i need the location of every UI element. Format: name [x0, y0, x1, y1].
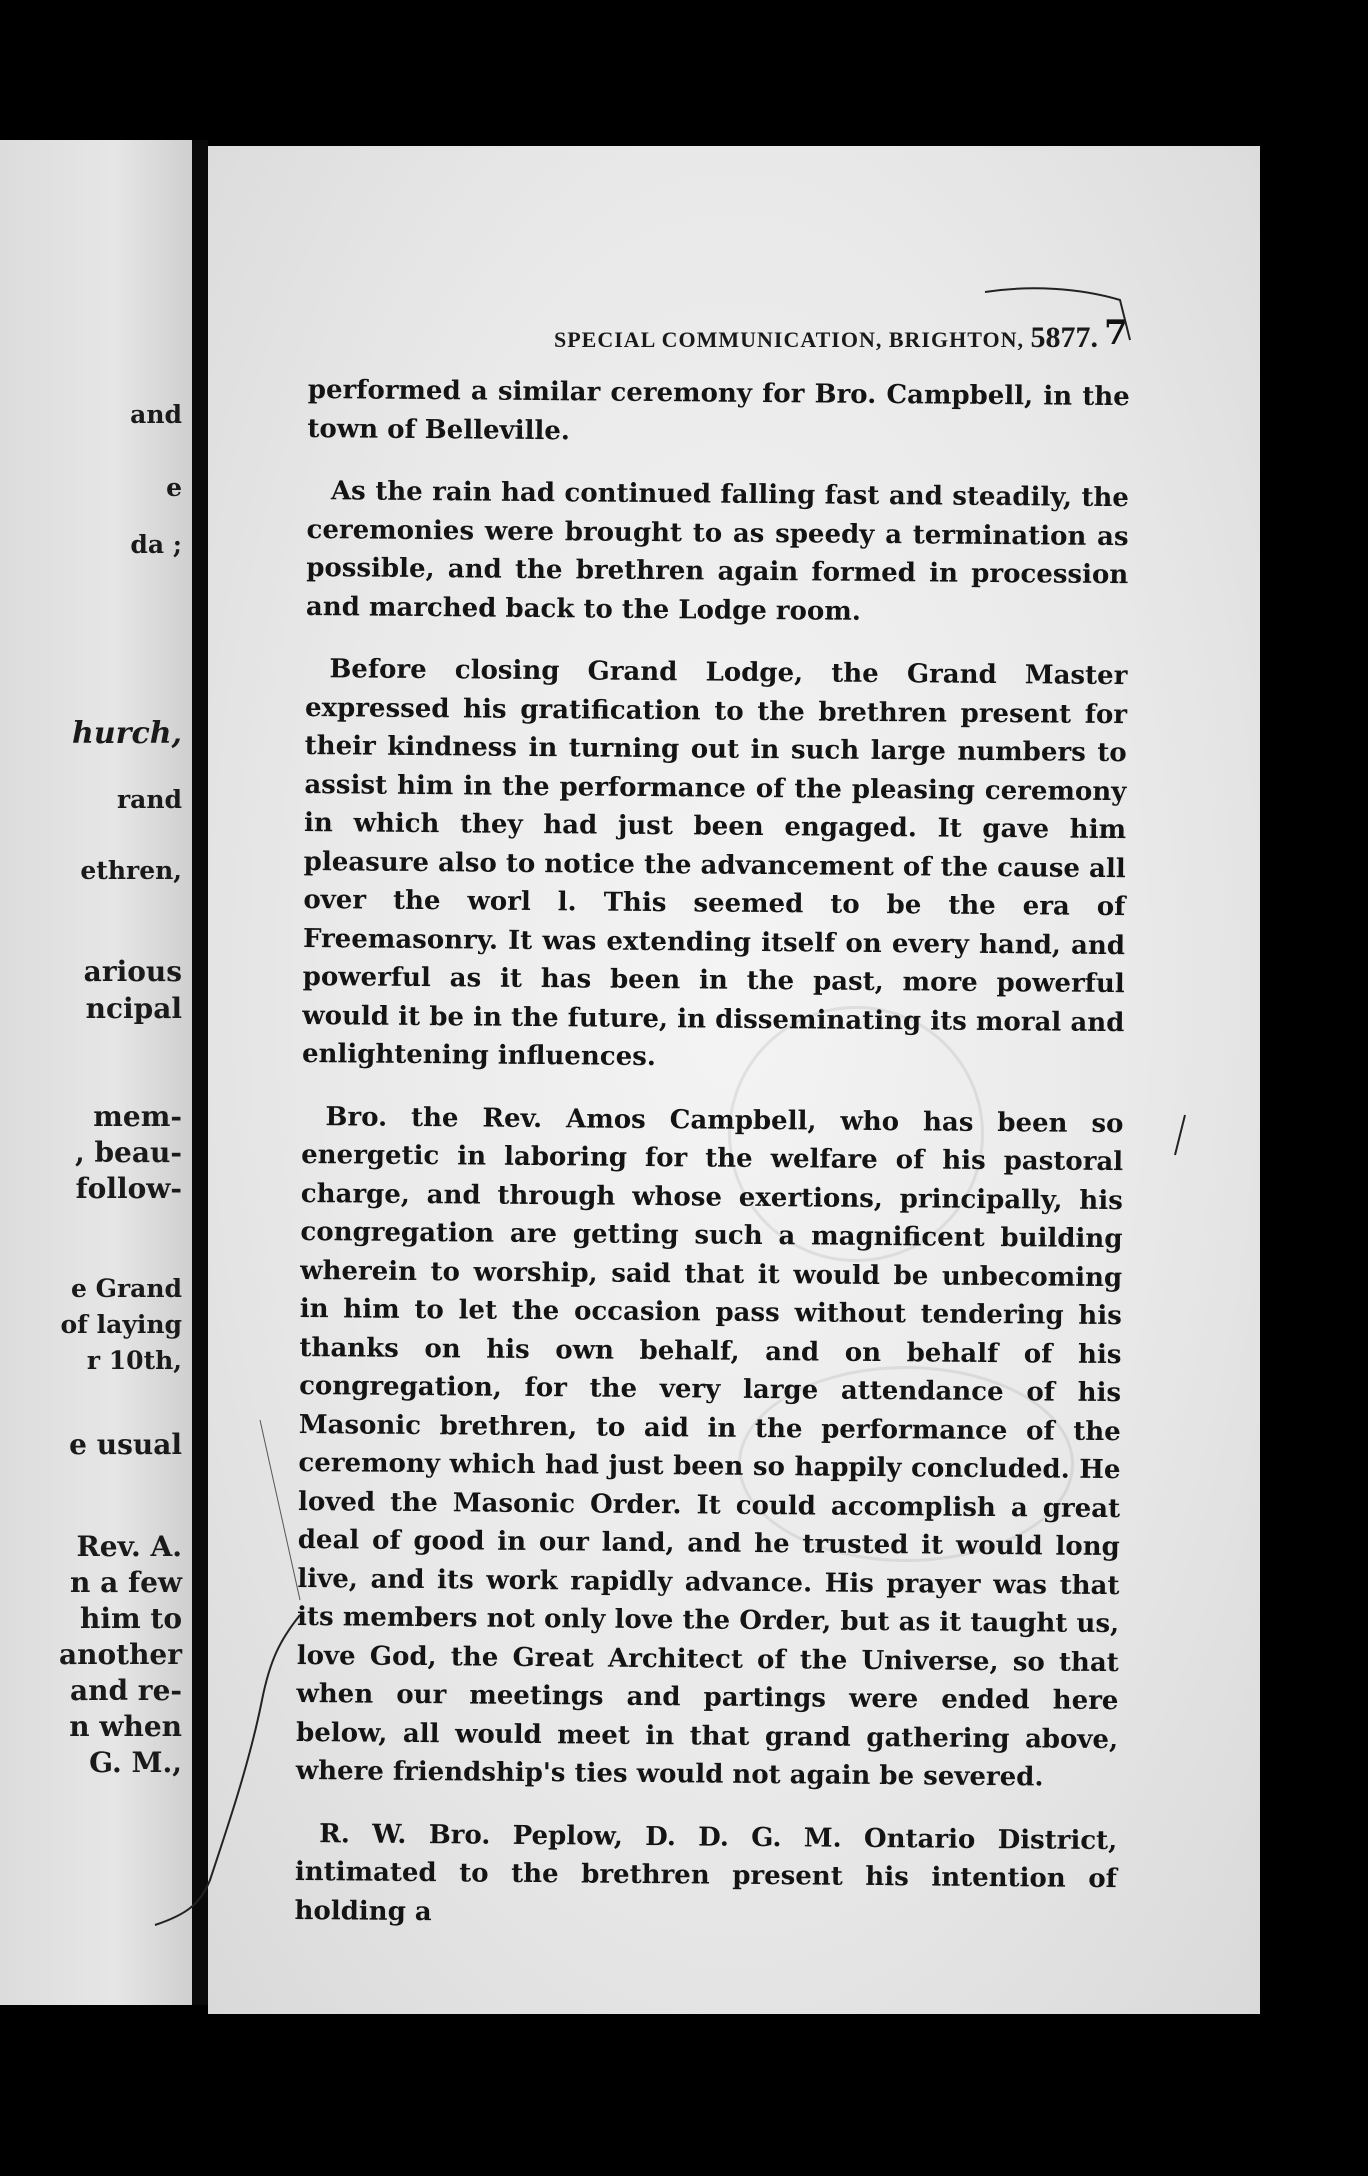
prev-page-fragment: and [130, 400, 182, 429]
book-gutter [192, 140, 208, 2005]
body-text [294, 371, 1130, 1961]
prev-page-fragment: n when [69, 1710, 182, 1743]
prev-page-fragment: e usual [69, 1428, 182, 1461]
previous-page-edge [0, 140, 192, 2005]
running-head-title: SPECIAL COMMUNICATION, BRIGHTON, [553, 327, 1024, 352]
paragraph: R. W. Bro. Peplow, D. D. G. M. Ontario District, intimated to the brethren present his intention of holding a [294, 1818, 1118, 1927]
prev-page-fragment: e Grand [71, 1274, 182, 1303]
document-page [208, 146, 1260, 2014]
prev-page-fragment: follow- [75, 1172, 182, 1205]
prev-page-fragment: of laying [60, 1310, 182, 1339]
prev-page-fragment: , beau- [74, 1136, 182, 1169]
prev-page-fragment: ncipal [85, 992, 182, 1025]
prev-page-fragment: mem- [93, 1100, 182, 1133]
prev-page-fragment: him to [80, 1602, 182, 1635]
prev-page-fragment: e [166, 473, 182, 502]
prev-page-fragment: n a few [70, 1566, 182, 1599]
prev-page-fragment: hurch, [72, 716, 182, 751]
prev-page-fragment: ethren, [80, 856, 182, 885]
running-head-year: 5877. [1030, 321, 1098, 354]
prev-page-fragment: G. M., [89, 1746, 182, 1779]
prev-page-fragment: r 10th, [86, 1346, 182, 1375]
paragraph: As the rain had continued falling fast and steadily, the ceremonies were brought to as speedy a termination as possible, and the brethren again formed in procession and marched back to the Lodge room. [305, 476, 1130, 627]
prev-page-fragment: and re- [69, 1674, 182, 1707]
prev-page-fragment: rand [116, 785, 182, 814]
page-number: 7 [1104, 313, 1128, 353]
prev-page-fragment: Rev. A. [76, 1530, 182, 1563]
prev-page-fragment: da ; [130, 530, 182, 559]
running-head [436, 321, 1216, 355]
paragraph: Bro. the Rev. Amos Campbell, who has been so energetic in laboring for the welfare of his pastoral charge, and through whose exertions, principally, his congregation are getting such a magnificent building wherein to worship, said that it would be unbecoming in him to let the occasion pass without tendering his thanks on his own behalf, and on behalf of his congregation, for the very large attendance of his Masonic brethren, to aid in the performance of the ceremony which had just been so happily concluded. He loved the Masonic Order. It could accomplish a great deal of good in our land, and he trusted it would long live, and its work rapidly advance. His prayer was that its members not only love the Order, but as it taught us, love God, the Great Architect of the Universe, so that when our meetings and partings were ended here below, all would meet in that grand gathering above, where friendship's ties would not again be severed. [295, 1101, 1124, 1793]
prev-page-fragment: another [58, 1638, 182, 1671]
prev-page-fragment: arious [83, 955, 182, 988]
paragraph: performed a similar ceremony for Bro. Campbell, in the town of Belleville. [307, 374, 1130, 446]
paragraph: Before closing Grand Lodge, the Grand Master expressed his gratification to the brethren present for their kindness in turning out in such large numbers to assist him in the performance of the pleasing ceremony in which they had just been engaged. It gave him pleasure also to notice the advancement of the cause all over the worl l. This seemed to be the era of Freemasonry. It was extending itself on every hand, and powerful as it has been in the past, more powerful would it be in the future, in disseminating its moral and enlightening influences. [301, 654, 1128, 1073]
